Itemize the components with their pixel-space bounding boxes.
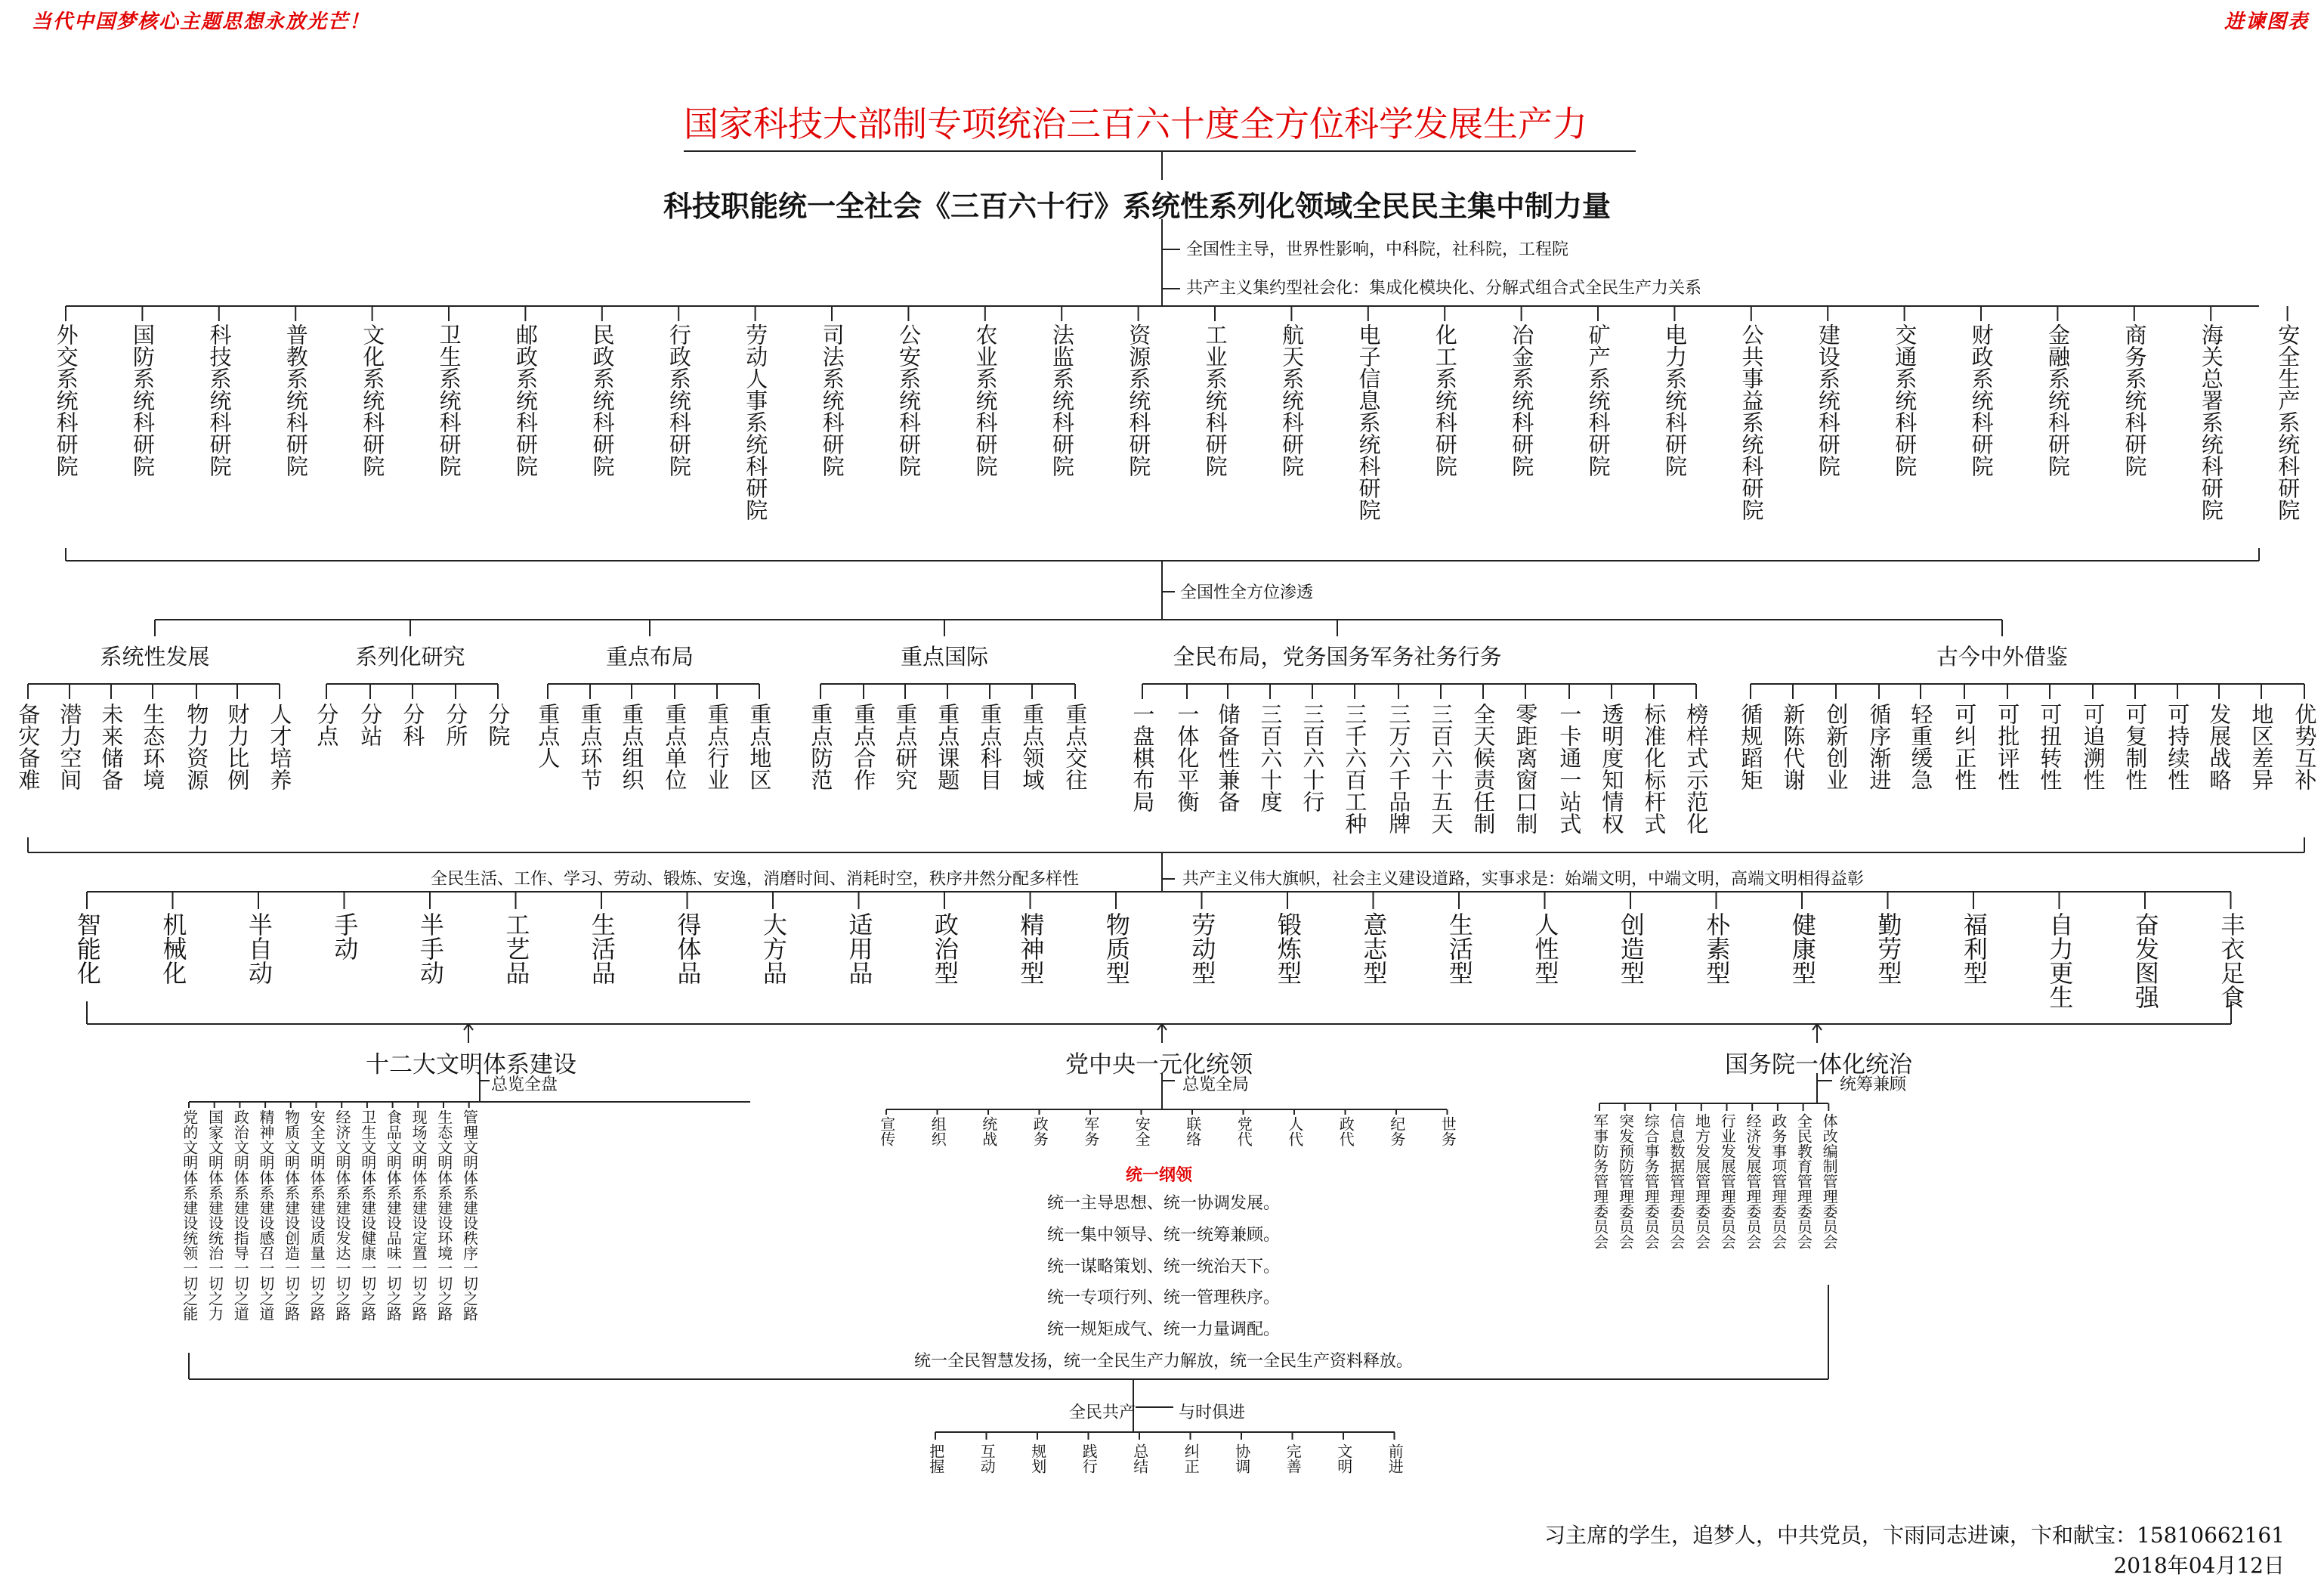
type-column: 劳动型 [1188,912,1217,985]
academy-column: 矿产系统科研院 [1585,323,1612,477]
committee-column: 经济发展管理委员会 [1743,1113,1762,1249]
party-department: 党代 [1235,1116,1253,1146]
group-item: 可复制性 [2122,703,2149,790]
type-column: 半手动 [416,912,445,985]
party-department: 人代 [1285,1116,1304,1146]
program-title: 统一纲领 [1126,1165,1193,1185]
group-item: 人才培养 [267,703,293,790]
academy-column: 化工系统科研院 [1432,323,1458,477]
group-item: 榜样式示范化 [1683,703,1710,834]
civilization-column: 国家文明体系建设统治一切之力 [206,1109,224,1321]
group-item: 三百六十度 [1257,703,1284,812]
type-column: 朴素型 [1702,912,1732,985]
final-item: 践行 [1080,1443,1099,1474]
type-column: 健康型 [1788,912,1817,985]
group-item: 重点防范 [808,703,834,790]
committee-column: 体改编制管理委员会 [1820,1113,1839,1249]
civilization-column: 精神文明体系建设感召一切之道 [256,1109,275,1321]
group-item: 创新创业 [1823,703,1850,790]
group-item: 重点组织 [619,703,645,790]
civilization-column: 食品文明体系建设品味一切之路 [384,1109,403,1321]
group-item: 生态环境 [140,703,166,790]
group-item: 循序渐进 [1866,703,1893,790]
type-column: 机械化 [159,912,188,985]
program-line: 统一主导思想、统一协调发展。 [1046,1194,1280,1213]
committee-column: 行业发展管理委员会 [1718,1113,1737,1249]
group-item: 重点行业 [704,703,731,790]
academy-column: 电子信息系统科研院 [1355,323,1382,521]
signature-date: 2018年04月12日 [2113,1553,2285,1578]
academy-column: 科技系统科研院 [206,323,233,477]
type-column: 精神型 [1016,912,1046,985]
final-item: 文明 [1334,1443,1353,1474]
header-slogan: 当代中国梦核心主题思想永放光芒！ [32,11,371,33]
party-department: 联络 [1183,1116,1202,1146]
academy-column: 工业系统科研院 [1202,323,1228,477]
academy-column: 司法系统科研院 [819,323,845,477]
program-line: 统一规矩成气、统一力量调配。 [1046,1320,1280,1340]
type-column: 智能化 [73,912,102,985]
academy-column: 金融系统科研院 [2045,323,2072,477]
group-item: 潜力空间 [57,703,83,790]
party-department: 世务 [1439,1116,1457,1146]
program-line: 统一全民智慧发扬，统一全民生产力解放，统一全民生产资料释放。 [913,1351,1413,1371]
civilization-column: 现场文明体系建设定置一切之路 [409,1109,428,1321]
group-item: 分所 [443,703,469,747]
academy-column: 邮政系统科研院 [513,323,539,477]
type-column: 大方品 [759,912,788,985]
shared-right-label: 与时俱进 [1179,1403,1246,1422]
group-item: 物力资源 [184,703,210,790]
academy-column: 建设系统科研院 [1815,323,1841,477]
group-item: 储备性兼备 [1215,703,1241,812]
group-item: 重点课题 [935,703,961,790]
group-label: 系统性发展 [100,644,210,670]
type-column: 奋发图强 [2131,912,2160,1009]
group-label: 重点国际 [900,644,989,670]
group-item: 重点交往 [1062,703,1089,790]
academy-column: 农业系统科研院 [972,323,999,477]
party-department: 统战 [979,1116,998,1146]
state-council-label: 国务院一体化统治 [1725,1051,1912,1078]
group-item: 零距离窗口制 [1513,703,1539,834]
group-label: 系列化研究 [355,644,465,670]
academy-column: 资源系统科研院 [1126,323,1152,477]
academy-column: 海关总署系统科研院 [2198,323,2224,521]
academy-column: 法监系统科研院 [1049,323,1075,477]
note-communism-banner: 共产主义伟大旗帜，社会主义建设道路，实事求是：始端文明，中端文明，高端文明相得益彰 [1182,870,1865,889]
group-item: 全天候责任制 [1470,703,1497,834]
type-column: 勤劳型 [1874,912,1903,985]
group-item: 可批评性 [1995,703,2021,790]
group-item: 一卡通一站式 [1556,703,1583,834]
type-column: 工艺品 [502,912,531,985]
party-department: 安全 [1133,1116,1151,1146]
group-item: 重点人 [535,703,561,769]
academy-column: 航天系统科研院 [1279,323,1306,477]
academy-column: 文化系统科研院 [360,323,386,477]
type-column: 锻炼型 [1273,912,1303,985]
type-column: 生活品 [587,912,617,985]
group-item: 重点领域 [1019,703,1046,790]
group-item: 一盘棋布局 [1130,703,1156,812]
group-item: 三百六十五天 [1428,703,1454,834]
group-label: 全民布局，党务国务军务社务行务 [1173,644,1502,670]
group-item: 三千六百工种 [1342,703,1368,834]
committee-column: 全民教育管理委员会 [1794,1113,1813,1249]
academy-column: 交通系统科研院 [1892,323,1918,477]
type-column: 手动 [330,912,360,961]
civilization-column: 安全文明体系建设质量一切之路 [307,1109,326,1321]
header-tag: 进谏图表 [2224,11,2309,33]
group-item: 分院 [485,703,511,747]
final-item: 纠正 [1182,1443,1201,1474]
civilization-column: 管理文明体系建设秩序一切之路 [460,1109,479,1321]
group-item: 三百六十行 [1300,703,1326,812]
type-column: 人性型 [1531,912,1560,985]
group-item: 财力比例 [224,703,251,790]
final-item: 总结 [1130,1443,1149,1474]
type-column: 丰衣足食 [2217,912,2246,1009]
shared-left-label: 全民共产 [1069,1403,1136,1422]
type-column: 创造型 [1616,912,1646,985]
group-item: 发展战略 [2206,703,2233,790]
note-national-lead: 全国性主导，世界性影响，中科院，社科院，工程院 [1186,240,1569,259]
civilization-column: 物质文明体系建设创造一切之路 [282,1109,301,1321]
type-column: 适用品 [845,912,874,985]
signature-line: 习主席的学生，追梦人，中共党员，卞雨同志进谏，卞和献宝：15810662161 [1544,1523,2285,1548]
group-item: 重点单位 [662,703,688,790]
group-item: 重点合作 [851,703,877,790]
type-column: 生活型 [1445,912,1474,985]
academy-column: 财政系统科研院 [1968,323,1995,477]
type-column: 自力更生 [2045,912,2075,1009]
committee-column: 地方发展管理委员会 [1692,1113,1711,1249]
party-department: 军务 [1081,1116,1100,1146]
group-item: 重点研究 [892,703,919,790]
group-item: 分站 [357,703,384,747]
academy-column: 冶金系统科研院 [1509,323,1535,477]
party-department: 政务 [1031,1116,1049,1146]
academy-column: 公安系统科研院 [896,323,922,477]
group-item: 分点 [314,703,340,747]
group-item: 一体化平衡 [1174,703,1201,812]
academy-column: 商务系统科研院 [2122,323,2148,477]
civilization-column: 卫生文明体系建设健康一切之路 [358,1109,377,1321]
group-item: 重点环节 [577,703,604,790]
committee-column: 综合事务管理委员会 [1642,1113,1661,1249]
program-line: 统一专项行列、统一管理秩序。 [1046,1289,1280,1308]
academy-column: 普教系统科研院 [283,323,309,477]
academy-column: 劳动人事系统科研院 [743,323,769,521]
academy-column: 国防系统科研院 [130,323,156,477]
final-item: 完善 [1284,1443,1303,1474]
overview-situation-label: 总览全局 [1182,1075,1250,1094]
group-item: 备灾备难 [15,703,42,790]
party-central-label: 党中央一元化统领 [1065,1051,1253,1078]
overall-planning-label: 统筹兼顾 [1840,1075,1907,1094]
academy-column: 安全生产系统科研院 [2275,323,2301,521]
group-label: 古今中外借鉴 [1936,644,2069,670]
group-item: 循规蹈矩 [1738,703,1764,790]
group-item: 标准化标杆式 [1641,703,1667,834]
group-item: 轻重缓急 [1908,703,1934,790]
civilization-column: 政治文明体系建设指导一切之道 [231,1109,250,1321]
committee-column: 信息数据管理委员会 [1667,1113,1686,1249]
final-item: 互动 [978,1443,997,1474]
party-department: 纪务 [1387,1116,1406,1146]
group-item: 优势互补 [2292,703,2318,790]
group-label: 重点布局 [605,644,694,670]
group-item: 未来储备 [98,703,125,790]
group-item: 重点地区 [746,703,773,790]
committee-column: 突发预防管理委员会 [1616,1113,1635,1249]
note-intensive-society: 共产主义集约型社会化：集成化模块化、分解式组合式全民生产力关系 [1186,279,1702,298]
academy-column: 公共事益系统科研院 [1738,323,1765,521]
group-item: 重点科目 [977,703,1003,790]
party-department: 宣传 [877,1116,896,1146]
type-column: 福利型 [1959,912,1989,985]
committee-column: 政务事项管理委员会 [1769,1113,1788,1249]
group-item: 可纠正性 [1952,703,1978,790]
main-title: 国家科技大部制专项统治三百六十度全方位科学发展生产力 [684,104,1587,144]
final-item: 规划 [1028,1443,1047,1474]
type-column: 政治型 [930,912,960,985]
committee-column: 军事防务管理委员会 [1590,1113,1609,1249]
final-item: 前进 [1386,1443,1405,1474]
subtitle: 科技职能统一全社会《三百六十行》系统性系列化领域全民民主集中制力量 [663,189,1612,223]
type-column: 半自动 [244,912,274,985]
civilization-column: 党的文明体系建设统领一切之能 [180,1109,199,1321]
program-line: 统一谋略策划、统一统治天下。 [1046,1257,1280,1276]
overview-all-label: 总览全盘 [491,1075,558,1094]
group-item: 可追溯性 [2080,703,2106,790]
final-item: 协调 [1232,1443,1251,1474]
civilization-column: 经济文明体系建设发达一切之路 [332,1109,351,1321]
group-item: 三万六千品牌 [1386,703,1412,834]
group-item: 可扭转性 [2037,703,2063,790]
program-lines [861,1188,1466,1378]
group-item: 新陈代谢 [1780,703,1806,790]
academy-column: 外交系统科研院 [53,323,79,477]
note-penetration: 全国性全方位渗透 [1180,583,1314,602]
group-item: 可持续性 [2165,703,2191,790]
party-department: 政代 [1337,1116,1355,1146]
group-item: 透明度知情权 [1599,703,1625,834]
academy-column: 卫生系统科研院 [436,323,462,477]
note-people-life: 全民生活、工作、学习、劳动、锻炼、安逸，消磨时间、消耗时空，秩序井然分配多样性 [431,870,1080,889]
academy-column: 民政系统科研院 [589,323,616,477]
party-department: 组织 [929,1116,947,1146]
group-item: 分科 [400,703,426,747]
program-line: 统一集中领导、统一统筹兼顾。 [1046,1225,1280,1245]
final-item: 把握 [926,1443,945,1474]
type-column: 意志型 [1359,912,1389,985]
type-column: 得体品 [673,912,703,985]
group-item: 地区差异 [2248,703,2275,790]
type-column: 物质型 [1102,912,1131,985]
twelve-civilizations-label: 十二大文明体系建设 [366,1051,576,1078]
academy-column: 电力系统科研院 [1662,323,1689,477]
civilization-column: 生态文明体系建设环境一切之路 [434,1109,453,1321]
academy-column: 行政系统科研院 [666,323,692,477]
